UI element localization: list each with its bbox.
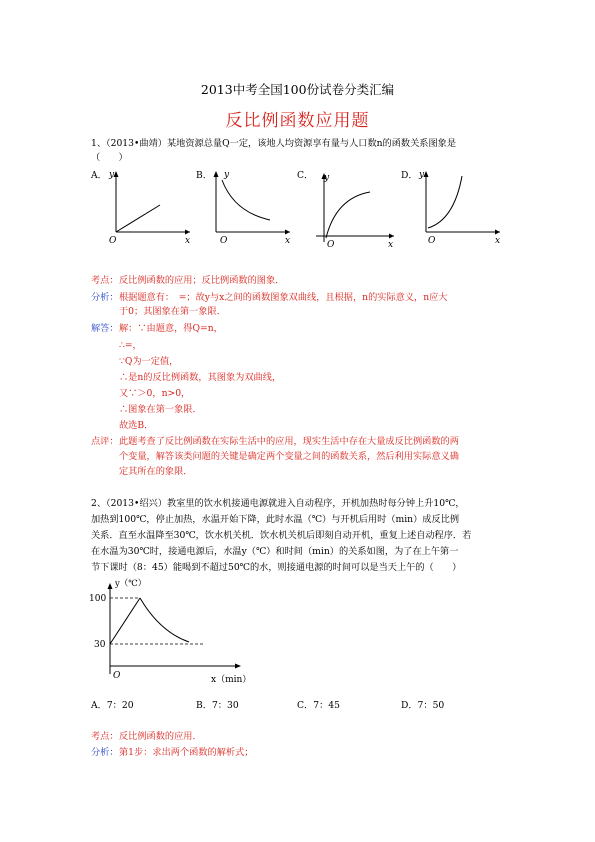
q1-jieda-line-6: ∴图象在第一象限．	[119, 404, 202, 415]
q2-option-b: B．7：30	[196, 700, 239, 711]
y-axis-label: y（℃）	[115, 579, 147, 589]
q1-fenxi-line-2: 于0；其图象在第一象限．	[119, 306, 226, 317]
q1-dianping-line-3: 定其所在的象限．	[119, 466, 193, 477]
q1-jieda-line-1: 解：∵由题意，得Q=n，	[119, 323, 223, 334]
origin-label: O	[109, 236, 117, 246]
q1-graph-c	[312, 170, 398, 250]
q1-graph-b	[208, 168, 294, 248]
q1-jieda-label: 解答：	[91, 323, 119, 334]
origin-label: O	[113, 671, 121, 681]
q1-answer-paren: （ ）	[91, 152, 128, 163]
q1-option-c-label: C．	[297, 170, 314, 181]
q2-stem-line-5: 节下课时（8：45）能喝到不超过50℃的水，则接通电源的时间可以是当天上午的（ ）	[91, 562, 462, 573]
document-header: 2013中考全国100份试卷分类汇编	[200, 82, 395, 97]
document-title: 反比例函数应用题	[225, 111, 370, 131]
graph-curve	[428, 176, 462, 228]
x-axis-arrow	[389, 234, 394, 239]
q1-stem: 1、（2013•曲靖）某地资源总量Q一定，该地人均资源享有量与人口数n的函数关系图象是	[91, 138, 457, 149]
q2-stem-line-2: 加热到100℃，停止加热，水温开始下降，此时水温（℃）与开机后用时（min）成反比例	[91, 514, 460, 525]
origin-label: O	[327, 240, 335, 250]
q1-dianping-line-1: 此题考查了反比例函数在实际生活中的应用，现实生活中存在大量成反比例函数的两	[119, 436, 459, 447]
y-axis-arrow	[108, 583, 113, 589]
q1-jieda-line-2: ∴=，	[119, 340, 142, 351]
q1-option-a-label: A．	[91, 170, 107, 181]
x-label: x	[285, 236, 291, 246]
q2-option-a: A．7：20	[91, 700, 134, 711]
y-axis-arrow	[424, 171, 429, 177]
q1-fenxi-line-1: 根据题意有： =；故y与x之间的函数图象双曲线，且根据，n的实际意义，n应大	[119, 292, 448, 303]
x-axis-arrow	[495, 230, 500, 235]
q1-dianping-label: 点评：	[91, 436, 119, 447]
q1-fenxi-label: 分析：	[91, 292, 119, 303]
q2-kaodian-label: 考点：	[91, 731, 119, 742]
q1-dianping-line-2: 个变量，解答该类问题的关键是确定两个变量之间的函数关系，然后利用实际意义确	[119, 451, 459, 462]
x-label: x	[185, 236, 191, 246]
y-axis-arrow	[214, 171, 219, 177]
q2-option-c: C．7：45	[297, 700, 340, 711]
origin-label: O	[428, 236, 436, 246]
x-axis-arrow	[185, 230, 190, 235]
heating-line	[110, 598, 140, 644]
x-axis-label: x（min）	[211, 675, 252, 685]
q1-jieda-line-5: 又∵＞0，n>0，	[119, 388, 191, 399]
q1-graph-a	[108, 168, 194, 248]
q1-jieda-line-7: 故选B．	[119, 420, 154, 431]
q2-fenxi-label: 分析：	[91, 747, 119, 758]
x-axis-arrow	[235, 664, 241, 669]
q1-option-b-label: B．	[196, 170, 212, 181]
q2-kaodian: 反比例函数的应用．	[119, 731, 202, 742]
graph-curve	[326, 192, 370, 238]
q1-graph-d	[418, 168, 504, 248]
y-label: y	[109, 170, 115, 180]
q1-kaodian: 反比例函数的应用；反比例函数的图象．	[119, 275, 285, 286]
x-label: x	[495, 236, 501, 246]
q2-option-d: D．7：50	[401, 700, 445, 711]
y-tick-30: 30	[94, 640, 106, 650]
q1-jieda-line-4: ∴是n的反比例函数，其图象为双曲线，	[119, 372, 282, 383]
q2-stem-line-4: 在水温为30℃时，接通电源后，水温y（℃）和时间（min）的关系如图，为了在上午第一	[91, 546, 459, 557]
q2-stem-line-3: 关系．直至水温降至30℃，饮水机关机．饮水机关机后即刻自动开机，重复上述自动程序．若	[91, 530, 472, 541]
y-label: y	[224, 170, 230, 180]
x-label: x	[388, 240, 394, 250]
q1-jieda-line-3: ∵Q为一定值，	[119, 356, 179, 367]
q1-kaodian-label: 考点：	[91, 275, 119, 286]
y-axis-arrow	[114, 171, 119, 177]
q2-graph	[85, 574, 275, 690]
graph-hyperbola	[222, 180, 270, 220]
y-tick-100: 100	[89, 594, 107, 604]
x-axis-arrow	[285, 230, 290, 235]
y-label: y	[419, 170, 425, 180]
graph-line	[116, 205, 160, 232]
y-label: y	[324, 173, 330, 183]
q2-stem-line-1: 2、（2013•绍兴）教室里的饮水机接通电源就进入自动程序，开机加热时每分钟上升10℃，	[91, 498, 465, 509]
q2-fenxi: 第1步：求出两个函数的解析式；	[119, 747, 254, 758]
origin-label: O	[220, 236, 228, 246]
cooling-curve	[140, 598, 189, 642]
q1-option-d-label: D．	[401, 170, 418, 181]
